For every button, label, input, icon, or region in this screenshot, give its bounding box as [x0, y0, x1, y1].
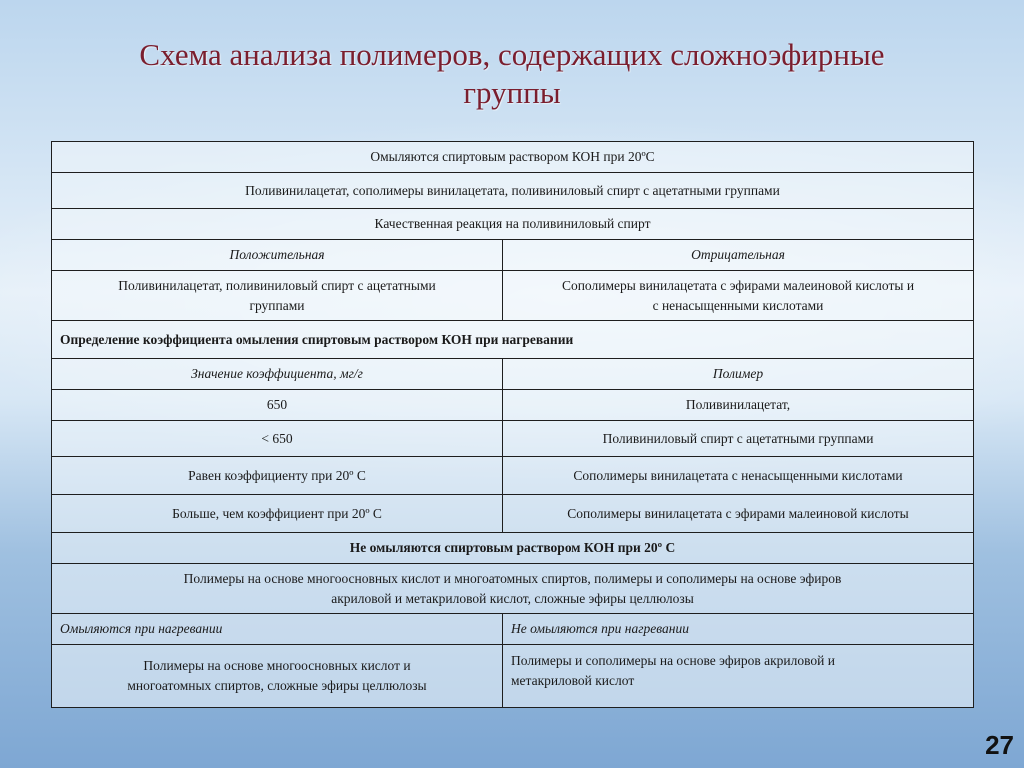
table-row [52, 645, 974, 708]
heating-saponified-line2: многоатомных спиртов, сложные эфиры целлюлозы [127, 678, 427, 693]
not-saponified-on-heating-label: Не омыляются при нагревании [503, 614, 974, 645]
coefficient-value: 650 [52, 390, 503, 421]
negative-result [503, 271, 974, 321]
negative-result-line2: с ненасыщенными кислотами [652, 297, 824, 313]
page-number: 27 [985, 730, 1014, 760]
positive-result [52, 271, 503, 321]
table-row [52, 173, 974, 209]
not-saponified-line2: акриловой и метакриловой кислот, сложные эфиры целлюлозы [331, 590, 694, 606]
saponified-on-heating-polymers [52, 645, 503, 708]
header-saponification-coefficient: Определение коэффициента омыления спиртовым раствором КОН при нагревании [52, 321, 974, 359]
table-row [52, 321, 974, 359]
table-row [52, 359, 974, 390]
not-saponified-line1: Полимеры на основе многоосновных кислот и многоатомных спиртов, полимеры и сополимеры на основе эфиров [183, 570, 842, 586]
slide-title [60, 36, 964, 112]
polymer-name: Сополимеры винилацетата с ненасыщенными кислотами [503, 457, 974, 495]
polymer-name: Поливиниловый спирт с ацетатными группами [503, 421, 974, 457]
coefficient-value: Равен коэффициенту при 20º С [52, 457, 503, 495]
table-row [52, 271, 974, 321]
slide-title-line2: группы [463, 75, 561, 110]
table-row [52, 495, 974, 533]
polymer-name: Поливинилацетат, [503, 390, 974, 421]
analysis-scheme-table [51, 141, 974, 708]
heating-saponified-line1: Полимеры на основе многоосновных кислот и [143, 658, 411, 673]
negative-label: Отрицательная [503, 240, 974, 271]
table-row [52, 421, 974, 457]
table-row [52, 564, 974, 614]
positive-label: Положительная [52, 240, 503, 271]
heating-not-saponified-line1: Полимеры и сополимеры на основе эфиров акриловой и [511, 653, 835, 668]
table-row [52, 614, 974, 645]
coefficient-value: < 650 [52, 421, 503, 457]
header-qualitative-reaction: Качественная реакция на поливиниловый спирт [52, 209, 974, 240]
positive-result-line2: группами [249, 297, 305, 313]
header-not-saponified-cold: Не омыляются спиртовым раствором КОН при 20º С [52, 533, 974, 564]
table-row [52, 142, 974, 173]
heating-not-saponified-line2: метакриловой кислот [511, 673, 635, 688]
positive-result-line1: Поливинилацетат, поливиниловый спирт с ацетатными [118, 277, 436, 293]
slide-title-line1: Схема анализа полимеров, содержащих сложноэфирные [139, 37, 885, 72]
table-row [52, 209, 974, 240]
saponified-polymers-list: Поливинилацетат, сополимеры винилацетата, поливиниловый спирт с ацетатными группами [52, 173, 974, 209]
table-row [52, 240, 974, 271]
coefficient-value: Больше, чем коэффициент при 20º С [52, 495, 503, 533]
table-row [52, 533, 974, 564]
not-saponified-on-heating-polymers [503, 645, 974, 708]
saponified-on-heating-label: Омыляются при нагревании [52, 614, 503, 645]
table-row [52, 457, 974, 495]
coefficient-column-header: Значение коэффициента, мг/г [52, 359, 503, 390]
negative-result-line1: Сополимеры винилацетата с эфирами малеиновой кислоты и [561, 277, 915, 293]
polymer-name: Сополимеры винилацетата с эфирами малеиновой кислоты [503, 495, 974, 533]
polymer-column-header: Полимер [503, 359, 974, 390]
header-saponified-cold: Омыляются спиртовым раствором КОН при 20ºС [52, 142, 974, 173]
not-saponified-polymers-list [52, 564, 974, 614]
table-row [52, 390, 974, 421]
